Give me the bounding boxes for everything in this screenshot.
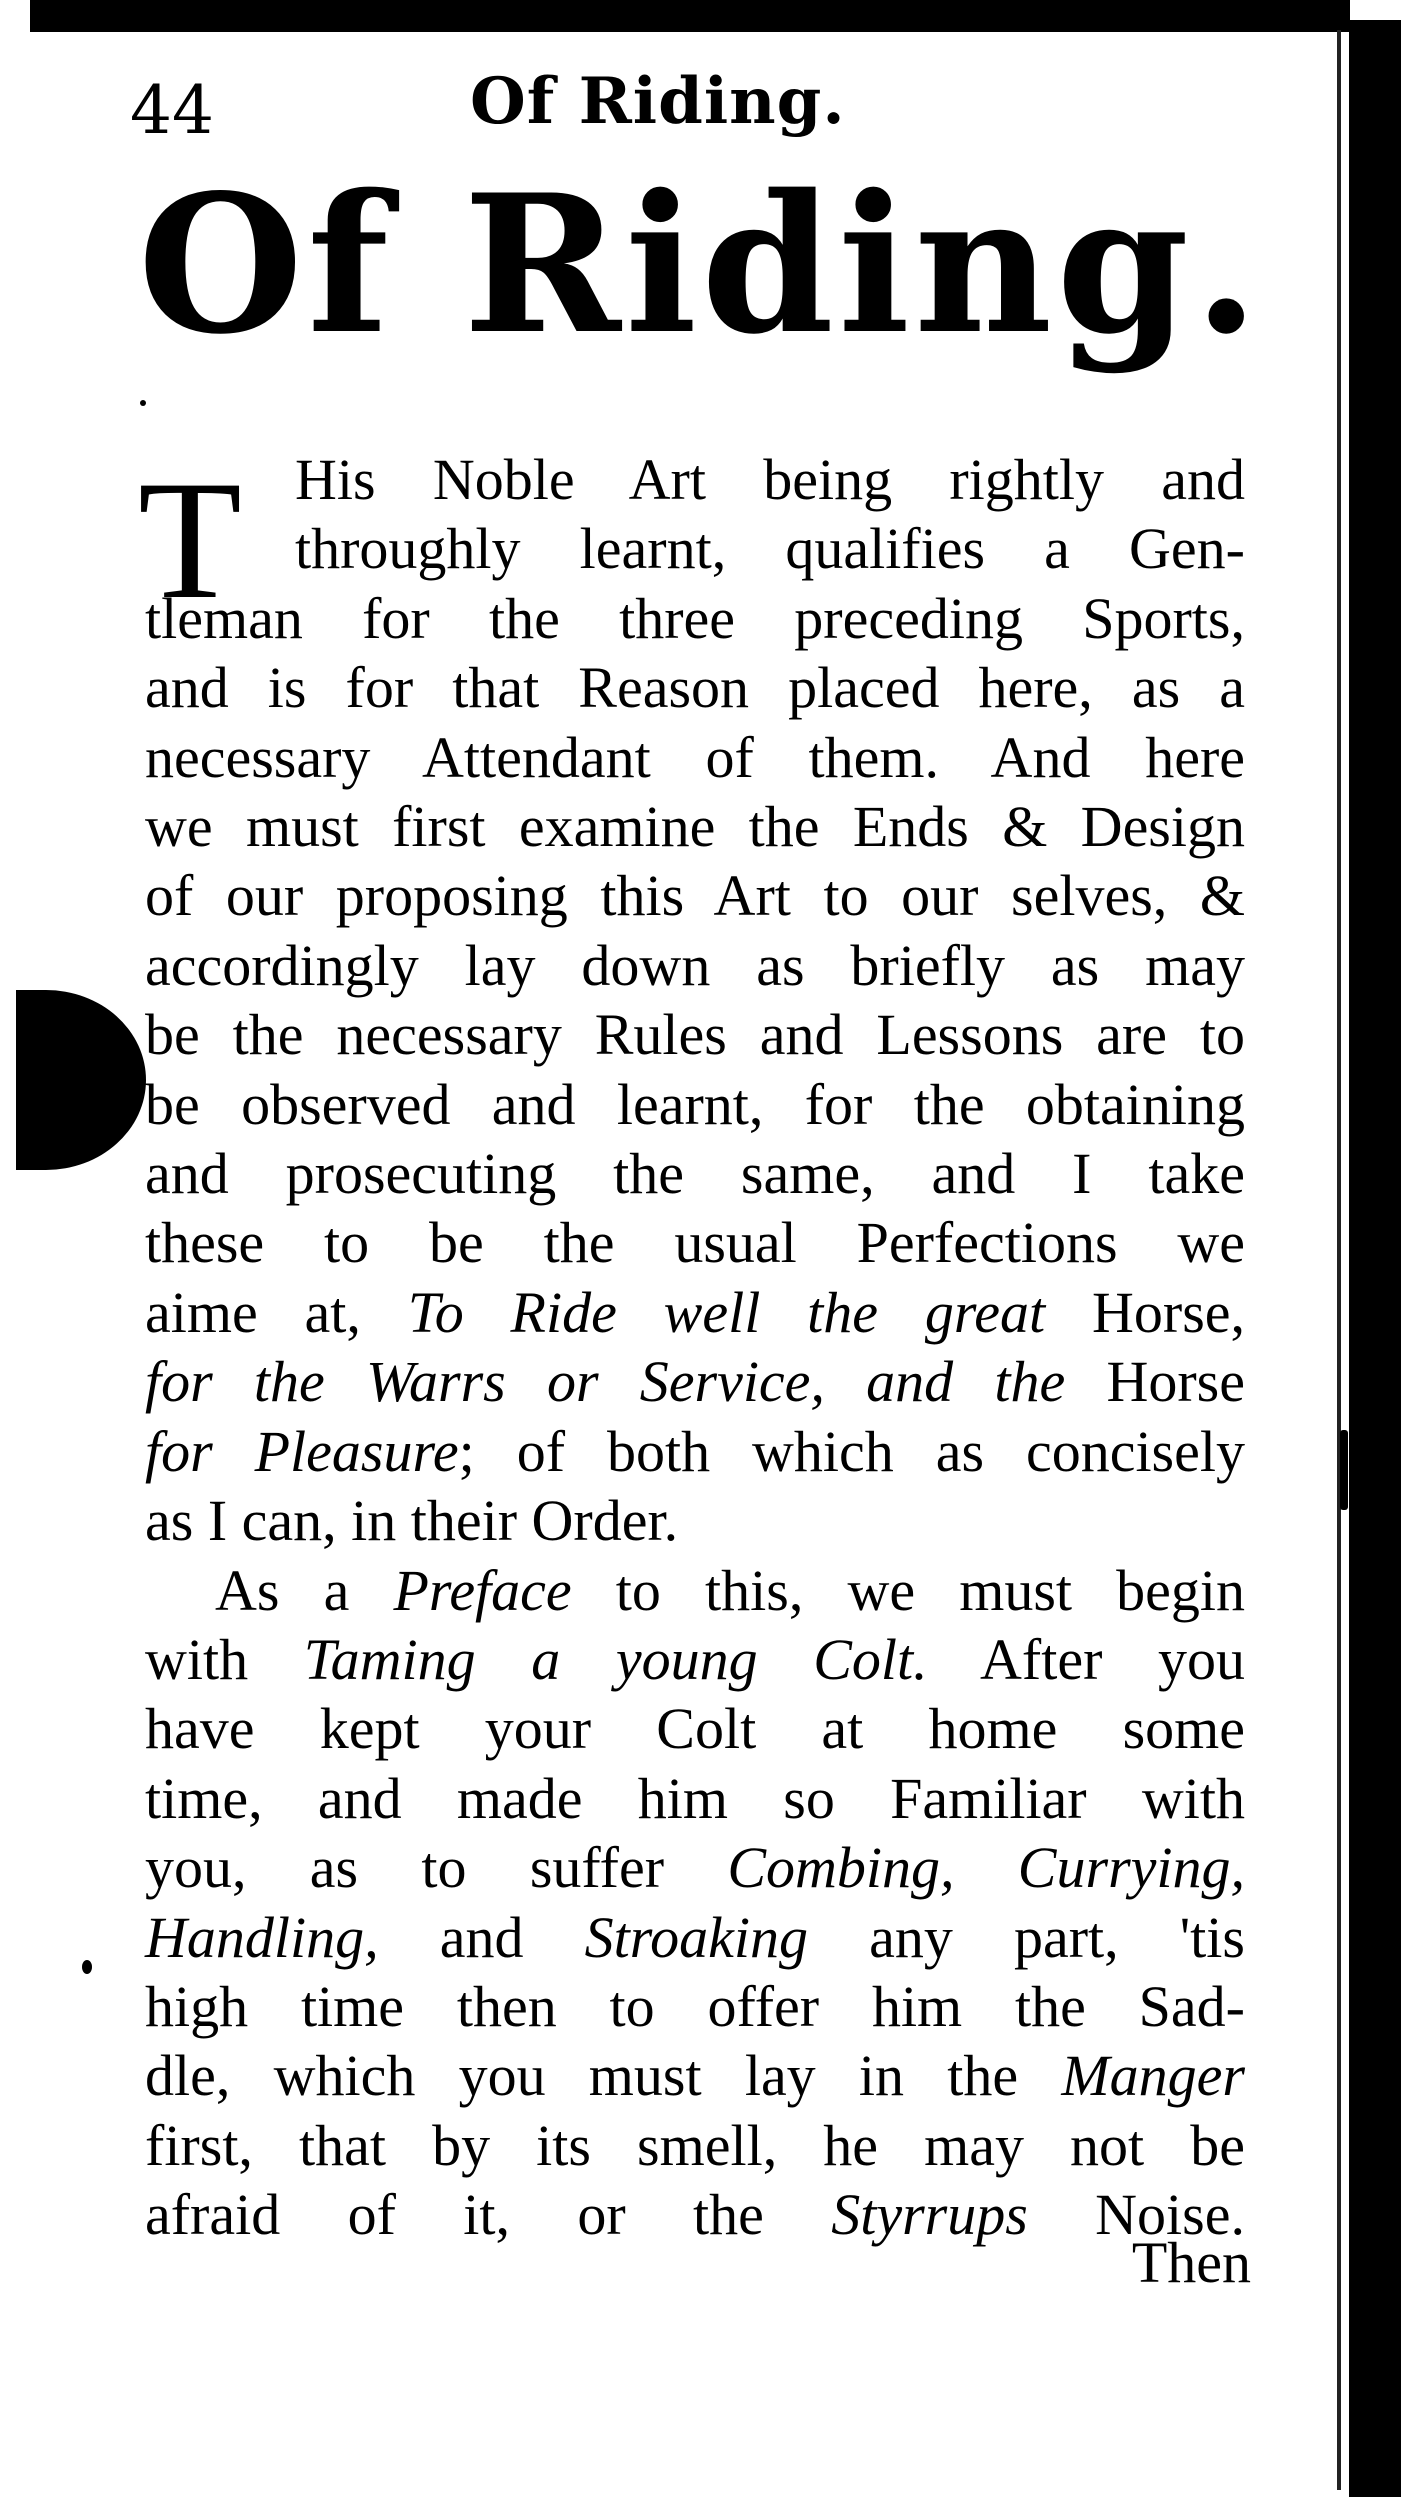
text-line: we must first examine the Ends & Design	[145, 794, 1245, 860]
running-head: Of Riding.	[470, 64, 846, 139]
text-line: first, that by its smell, he may not be	[145, 2112, 1245, 2178]
drop-cap: T	[138, 446, 242, 634]
text-line: accordingly lay down as briefly as may	[145, 932, 1245, 998]
text-line: as I can, in their Order.	[145, 1488, 679, 1554]
chapter-title: Of Riding.	[137, 153, 1264, 376]
text-line: afraid of it, or the Styrrups Noise.	[145, 2182, 1245, 2248]
text-line: and prosecuting the same, and I take	[145, 1141, 1245, 1207]
text-line: you, as to suffer Combing, Currying,	[145, 1835, 1245, 1901]
text-line: His Noble Art being rightly and	[295, 447, 1245, 512]
scan-top-edge	[30, 0, 1350, 32]
body-text	[145, 445, 1245, 2250]
ink-speck	[1340, 1430, 1348, 1510]
text-line: have kept your Colt at home some	[145, 1696, 1245, 1762]
text-line: dle, which you must lay in the Manger	[145, 2043, 1245, 2109]
scan-right-edge	[1349, 20, 1401, 2497]
text-line: high time then to offer him the Sad-	[145, 1973, 1245, 2039]
text-line: for the Warrs or Service, and the Horse	[145, 1349, 1245, 1415]
text-line: with Taming a young Colt. After you	[145, 1626, 1245, 1692]
text-line: As a Preface to this, we must begin	[215, 1557, 1246, 1623]
text-line: and is for that Reason placed here, as a	[145, 655, 1245, 721]
ink-speck	[82, 1960, 92, 1974]
text-line: Handling, and Stroaking any part, 'tis	[145, 1904, 1245, 1970]
catchword: Then	[1131, 2230, 1251, 2295]
text-line: necessary Attendant of them. And here	[145, 724, 1245, 790]
text-line: be the necessary Rules and Lessons are to	[145, 1002, 1245, 1068]
text-line: be observed and learnt, for the obtaining	[145, 1071, 1245, 1137]
ink-speck	[140, 400, 146, 406]
text-line: aime at, To Ride well the great Horse,	[145, 1279, 1246, 1345]
scan-gutter-line	[1337, 30, 1341, 2490]
text-line: throughly learnt, qualifies a Gen-	[295, 516, 1245, 582]
page-number: 44	[130, 72, 214, 149]
ink-blot	[16, 990, 146, 1170]
text-line: time, and made him so Familiar with	[145, 1765, 1245, 1831]
text-line: tleman for the three preceding Sports,	[145, 585, 1245, 651]
text-line: of our proposing this Art to our selves, &	[145, 863, 1245, 929]
text-line: these to be the usual Perfections we	[145, 1210, 1245, 1276]
text-line: for Pleasure; of both which as concisely	[145, 1418, 1245, 1484]
